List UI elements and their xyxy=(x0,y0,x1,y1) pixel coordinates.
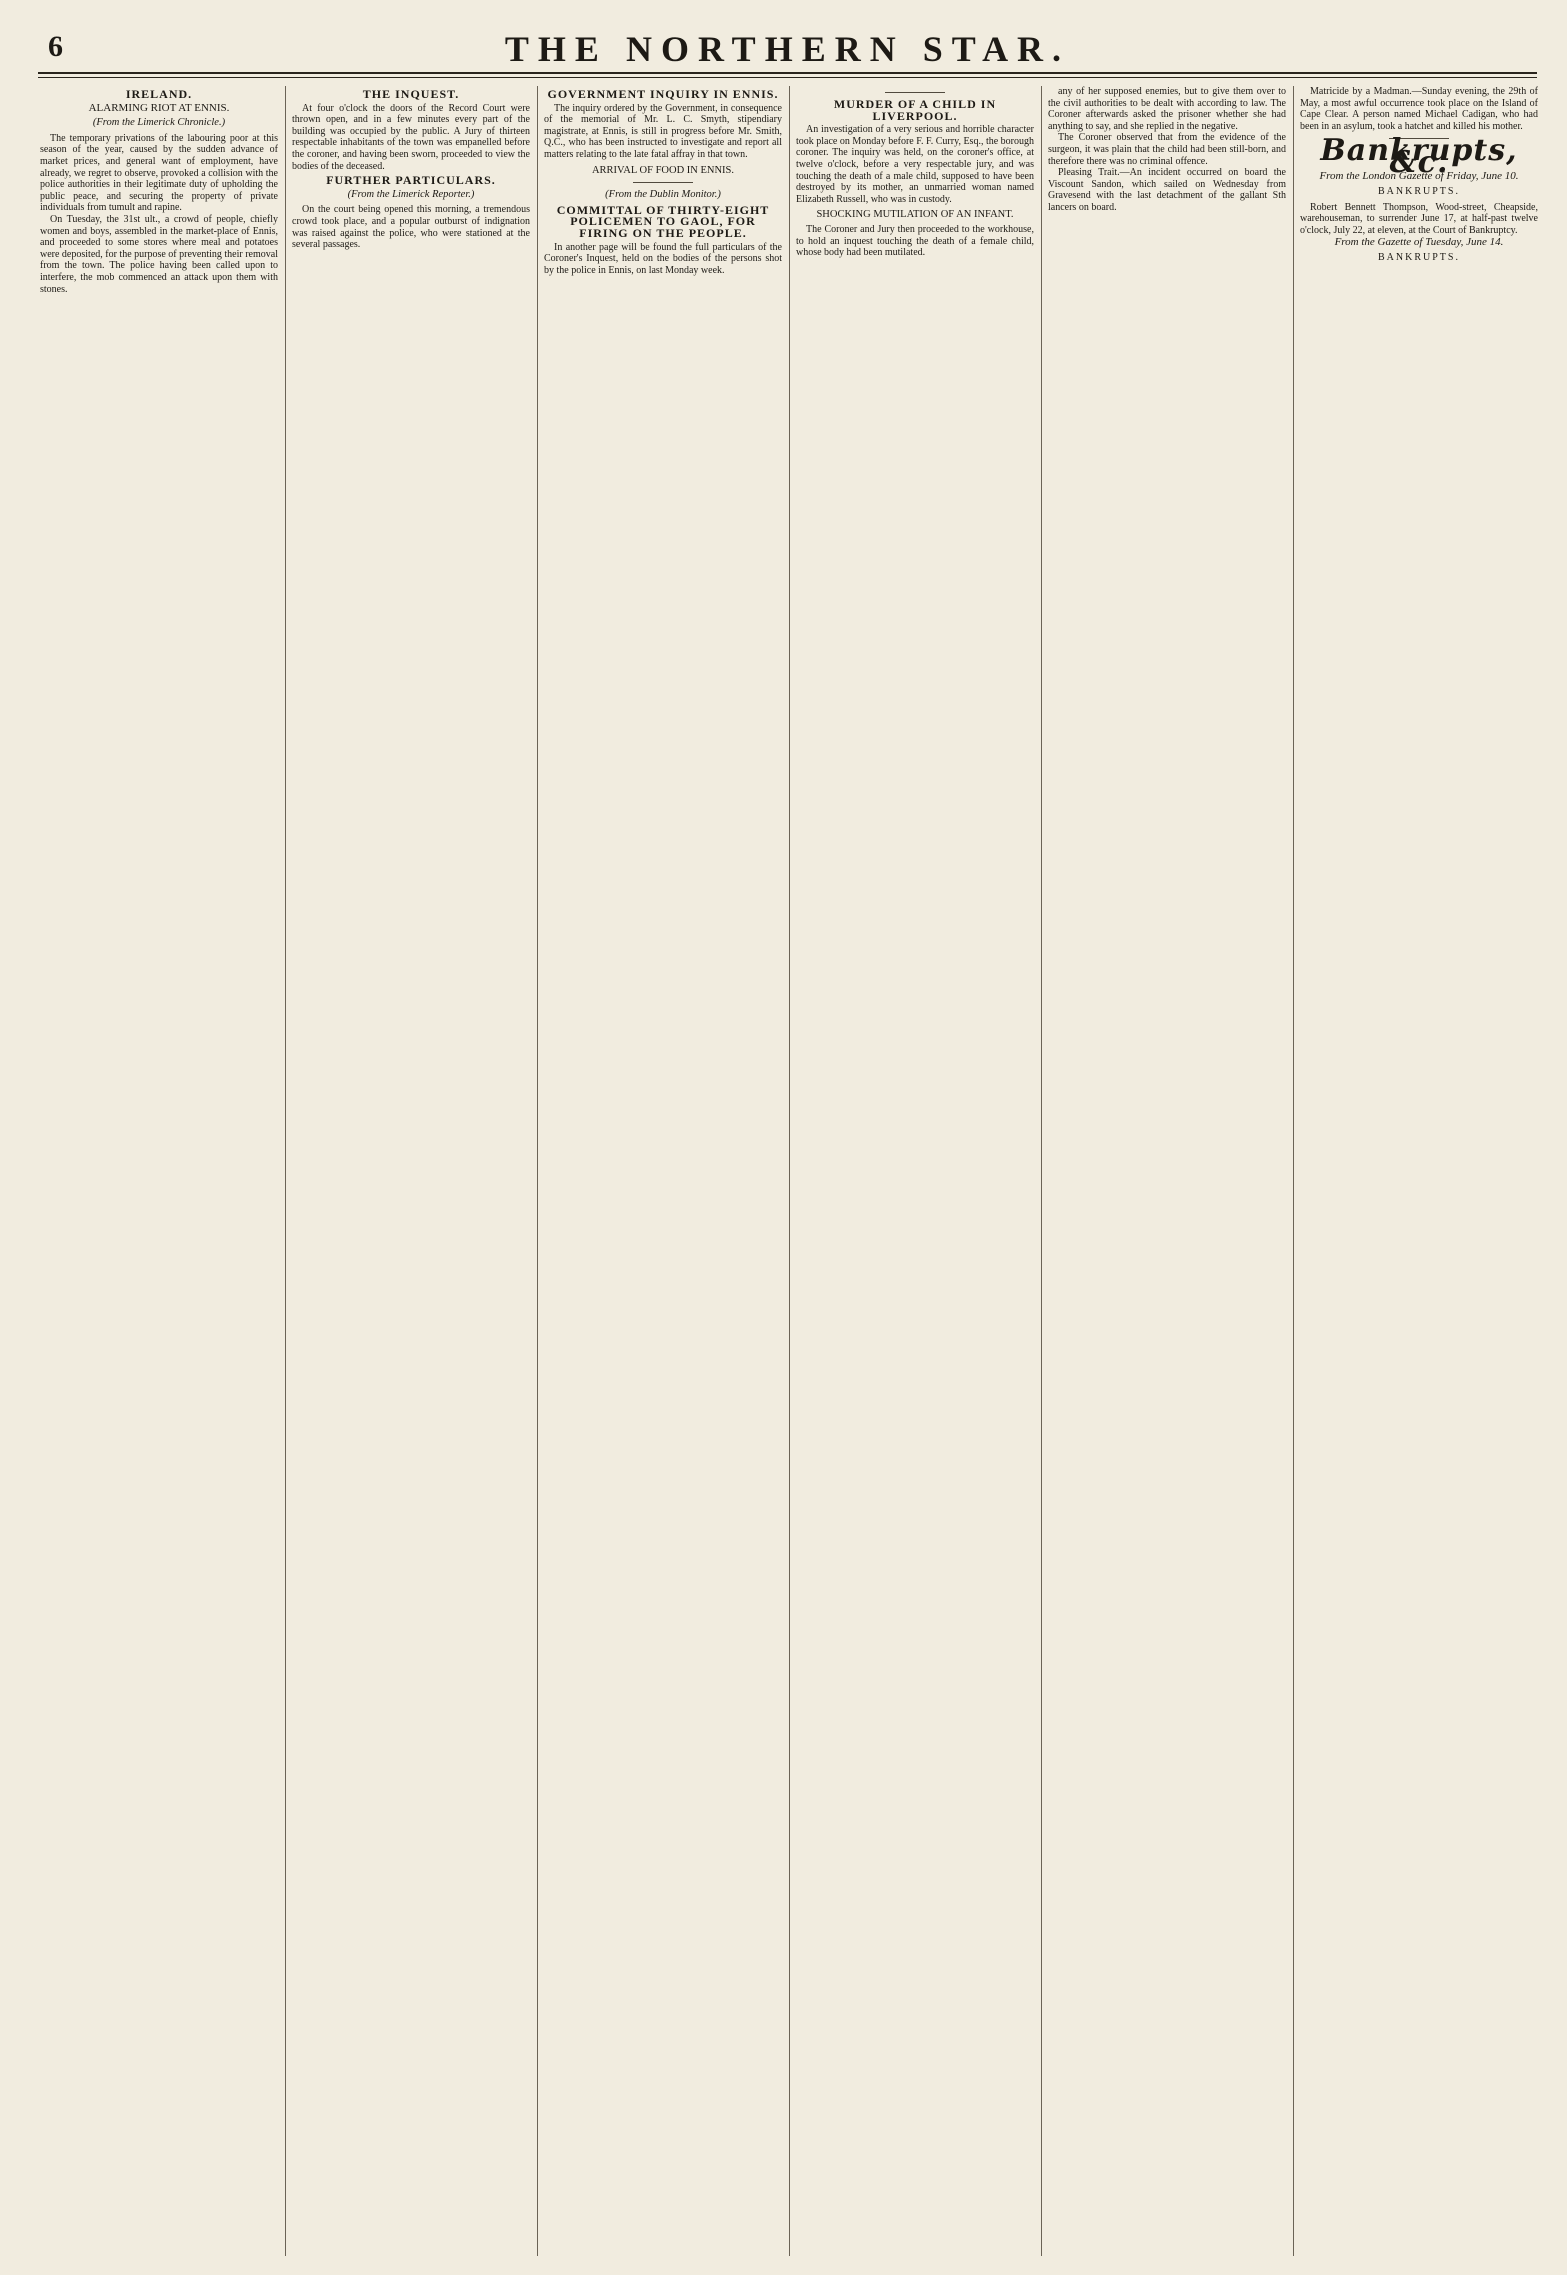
column-divider xyxy=(285,86,286,2256)
article-paragraph: At four o'clock the doors of the Record Court were thrown open, and in a few minutes every part of the building was occupied by the public. A Jury of thirteen respectable inhabitants of the town was empanelled before the coroner, and having been sworn, proceeded to view the bodies of the deceased. xyxy=(292,102,530,172)
article-paragraph: On Tuesday, the 31st ult., a crowd of people, chiefly women and boys, assembled in the market-place of Ennis, and proceeded to some stores where meal and potatoes were deposited, for the purpose of preventing their removal from the town. The police having been called upon to interfere, the mob commenced an attack upon them with stones. xyxy=(40,213,278,295)
bankrupt-entry: Robert Bennett Thompson, Wood-street, Cheapside, warehouseman, to surrender June 17, at half-past twelve o'clock, July 22, at eleven, at the Court of Bankruptcy. xyxy=(1300,201,1538,236)
article-paragraph: The temporary privations of the labouring poor at this season of the year, caused by the sudden advance of market prices, and general want of employment, have already, we regret to observe, provoked a collision with the police authorities in their legitimate duty of upholding the public peace, and securing the property of private individuals from tumult and rapine. xyxy=(40,132,278,214)
column-divider xyxy=(537,86,538,2256)
article-headline: COMMITTAL OF THIRTY-EIGHT POLICEMEN TO GAOL, FOR FIRING ON THE PEOPLE. xyxy=(556,202,770,240)
article-headline: GOVERNMENT INQUIRY IN ENNIS. xyxy=(547,87,779,101)
article-paragraph: In another page will be found the full particulars of the Coroner's Inquest, held on the bodies of the persons shot by the police in Ennis, on last Monday week. xyxy=(544,241,782,276)
column-3 xyxy=(544,86,782,2256)
column-divider xyxy=(1041,86,1042,2256)
article-headline: FURTHER PARTICULARS. xyxy=(326,173,496,188)
article-paragraph: Pleasing Trait.—An incident occurred on board the Viscount Sandon, which sailed on Wednesday from Gravesend with the last detachment of the gallant Sth lancers on board. xyxy=(1048,167,1286,213)
masthead-rule xyxy=(38,72,1537,74)
article-separator xyxy=(633,182,693,183)
article-paragraph: An investigation of a very serious and horrible character took place on Monday before F. F. Curry, Esq., the borough coroner. The inquiry was held, on the coroner's office, at twelve o'clock, before a very respectable jury, and was touching the death of a male child, supposed to have been destroyed by its mother, an unmarried woman named Elizabeth Russell, who was in custody. xyxy=(796,124,1034,205)
article-headline: THE INQUEST. xyxy=(362,87,460,101)
article-paragraph: Matricide by a Madman.—Sunday evening, the 29th of May, a most awful occurrence took place on the Island of Cape Clear. A person named Michael Cadigan, who had been in an asylum, took a hatchet and killed his mother. xyxy=(1300,86,1538,132)
column-2 xyxy=(292,86,530,2256)
column-1 xyxy=(40,86,278,2256)
column-4 xyxy=(796,86,1034,2256)
page-number: 6 xyxy=(48,30,63,63)
bankrupts-subheading: BANKRUPTS. xyxy=(1378,252,1460,264)
columns xyxy=(40,86,1540,2256)
newspaper-title: THE NORTHERN STAR. xyxy=(504,29,1071,69)
article-headline: MURDER OF A CHILD IN LIVERPOOL. xyxy=(833,97,997,123)
gazette-source: From the Gazette of Tuesday, June 14. xyxy=(1334,235,1504,248)
column-5 xyxy=(1048,86,1286,2256)
article-headline: SHOCKING MUTILATION OF AN INFANT. xyxy=(816,209,1014,221)
masthead-rule-thin xyxy=(38,77,1537,78)
article-headline: ALARMING RIOT AT ENNIS. xyxy=(88,101,230,114)
bankrupts-subheading: BANKRUPTS. xyxy=(1378,186,1460,198)
masthead xyxy=(38,24,1537,70)
gazette-source: From the London Gazette of Friday, June 10. xyxy=(1319,169,1519,182)
column-6 xyxy=(1300,86,1538,2256)
article-paragraph: The Coroner and Jury then proceeded to the workhouse, to hold an inquest touching the death of a female child, whose body had been mutilated. xyxy=(796,223,1034,259)
article-paragraph: On the court being opened this morning, a tremendous crowd took place, and a popular outburst of indignation was raised against the police, who were stationed at the several passages. xyxy=(292,204,530,251)
column-divider xyxy=(789,86,790,2256)
section-heading: IRELAND. xyxy=(125,87,193,101)
article-separator xyxy=(885,92,945,93)
article-paragraph: any of her supposed enemies, but to give them over to the civil authorities to be dealt with according to law. The Coroner afterwards asked the prisoner whether she had anything to say, and she replied in the negative. xyxy=(1048,86,1286,132)
article-source: (From the Dublin Monitor.) xyxy=(605,189,721,201)
column-divider xyxy=(1293,86,1294,2256)
article-source: (From the Limerick Chronicle.) xyxy=(92,117,226,129)
article-paragraph: The inquiry ordered by the Government, in consequence of the memorial of Mr. L. C. Smyth, stipendiary magistrate, at Ennis, is still in progress before Mr. Smith, Q.C., who has been instructed to investigate and report all matters relating to the late fatal affray in that town. xyxy=(544,102,782,160)
bankrupts-heading: Bankrupts, &c. xyxy=(1320,133,1518,180)
article-source: (From the Limerick Reporter.) xyxy=(347,188,475,200)
article-headline: ARRIVAL OF FOOD IN ENNIS. xyxy=(591,164,735,176)
article-paragraph: The Coroner observed that from the evidence of the surgeon, it was plain that the child had been still-born, and therefore there was no criminal offence. xyxy=(1048,132,1286,167)
